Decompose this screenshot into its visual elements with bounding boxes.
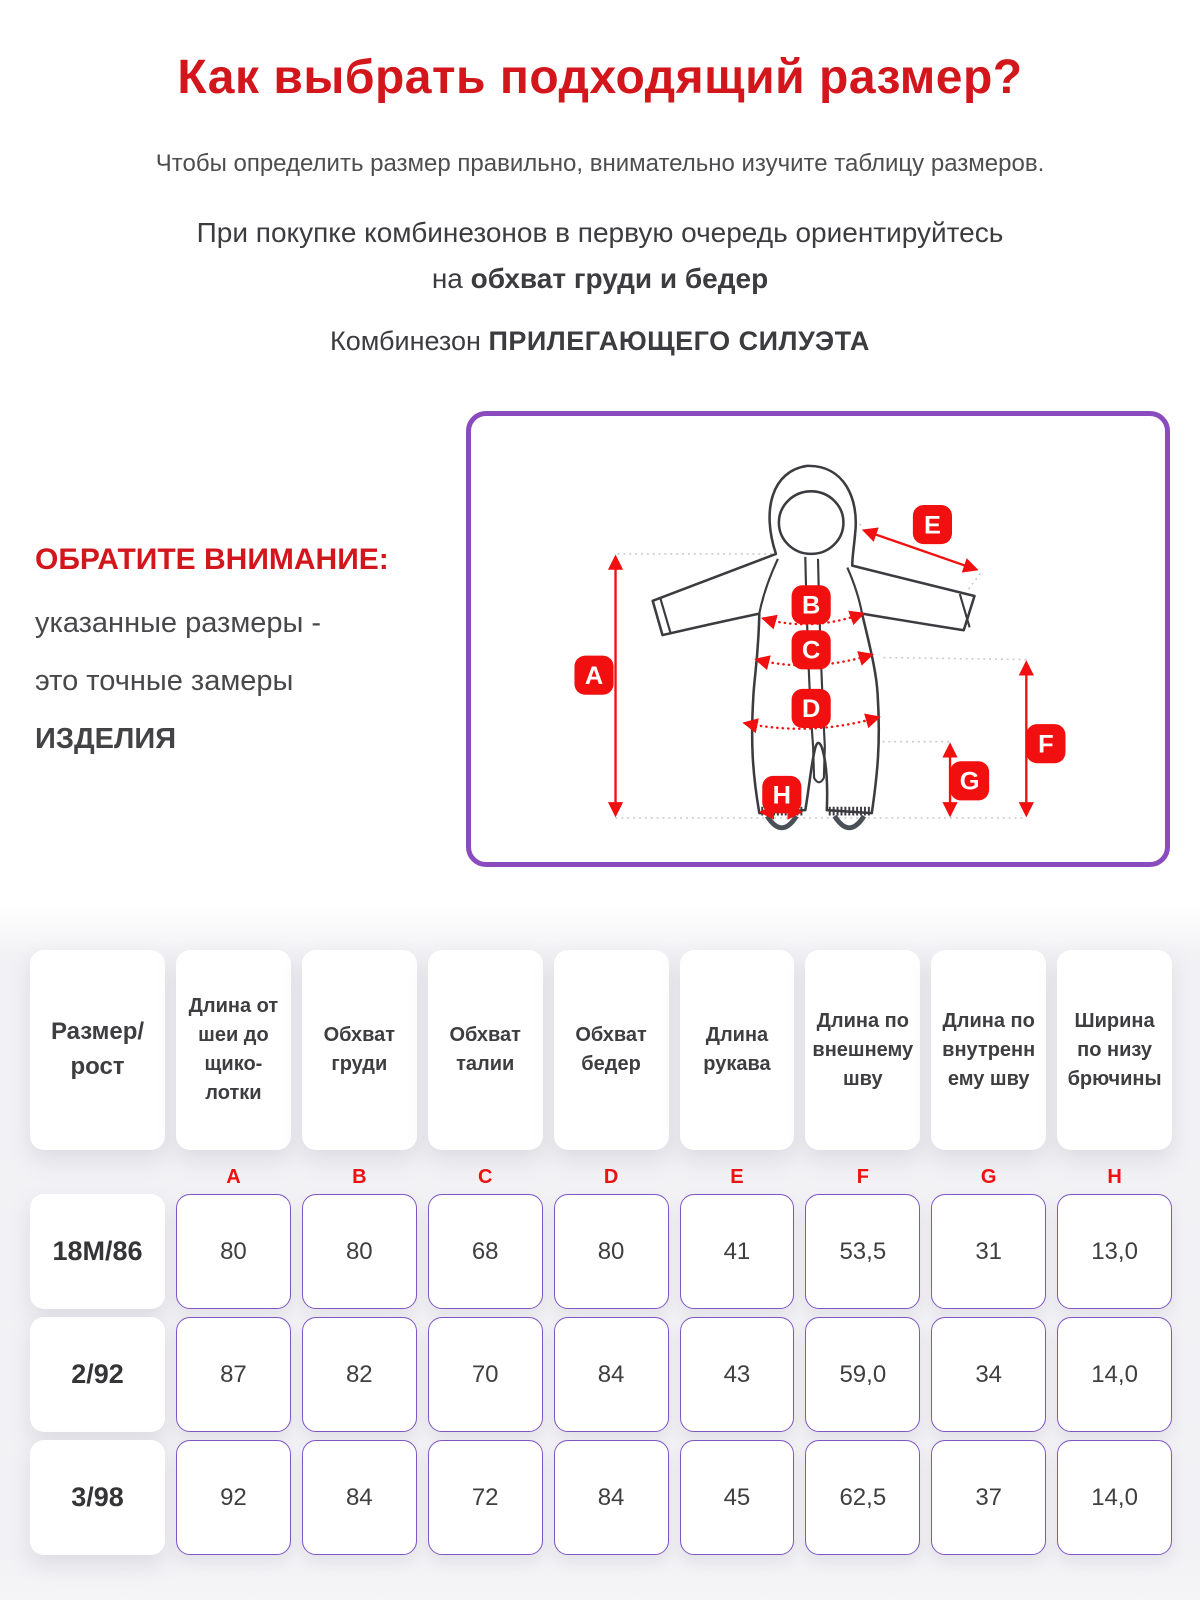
- value-cell: 70: [428, 1317, 543, 1432]
- header-inner-seam: Длина по внутренн ему шву: [931, 950, 1046, 1150]
- size-label-cell: 18M/86: [30, 1194, 165, 1309]
- size-label-cell: 2/92: [30, 1317, 165, 1432]
- column-letter-a: A: [226, 1165, 241, 1188]
- badge-G-letter: G: [959, 767, 980, 796]
- value-cell: 14,0: [1057, 1317, 1172, 1432]
- value-cell: 31: [931, 1194, 1046, 1309]
- header-hips: Обхват бедер: [554, 950, 669, 1150]
- badge-B-letter: B: [801, 591, 821, 620]
- badge-D-letter: D: [801, 695, 821, 724]
- value-cell: 87: [176, 1317, 291, 1432]
- value-cell: 80: [302, 1194, 417, 1309]
- size-table-header-row: [0, 950, 1200, 1150]
- note-heading: ОБРАТИТЕ ВНИМАНИЕ:: [35, 543, 389, 576]
- column-letter-g: G: [980, 1165, 997, 1188]
- size-label-cell: 3/98: [30, 1440, 165, 1555]
- header-neck-to-ankle: Длина от шеи до щико-лотки: [176, 950, 291, 1150]
- value-cell: 62,5: [805, 1440, 920, 1555]
- value-cell: 34: [931, 1317, 1046, 1432]
- value-cell: 84: [554, 1317, 669, 1432]
- intro-paragraph: [0, 210, 1200, 302]
- header-sleeve: Длина рукава: [680, 950, 795, 1150]
- value-cell: 45: [680, 1440, 795, 1555]
- header-outer-seam: Длина по внешнему шву: [805, 950, 920, 1150]
- fit-bold: ПРИЛЕГАЮЩЕГО СИЛУЭТА: [488, 326, 870, 356]
- note-line-1: указанные размеры -: [35, 607, 322, 639]
- hood-face-opening: [779, 491, 844, 554]
- value-cell: 72: [428, 1440, 543, 1555]
- value-cell: 14,0: [1057, 1440, 1172, 1555]
- header-size-height: Размер/рост: [30, 950, 165, 1150]
- intro-line2-bold: обхват груди и бедер: [470, 263, 769, 294]
- value-cell: 82: [302, 1317, 417, 1432]
- column-letter-d: D: [603, 1165, 619, 1188]
- subtitle-text: Чтобы определить размер правильно, внимательно изучите таблицу размеров.: [155, 150, 1045, 177]
- column-letter-b: B: [352, 1165, 367, 1188]
- value-cell: 80: [176, 1194, 291, 1309]
- badge-C-letter: C: [801, 636, 821, 665]
- badge-F-letter: F: [1038, 730, 1054, 759]
- note-line-2: это точные замеры: [35, 665, 294, 697]
- page-title: Как выбрать подходящий размер?: [177, 51, 1023, 104]
- value-cell: 13,0: [1057, 1194, 1172, 1309]
- column-letter-f: F: [856, 1165, 869, 1188]
- measurement-diagram: [466, 411, 1170, 867]
- jumpsuit-measurement-svg: [471, 416, 1165, 862]
- column-letter-h: H: [1107, 1165, 1122, 1188]
- note-line-3: ИЗДЕЛИЯ: [35, 723, 177, 755]
- intro-line1: При покупке комбинезонов в первую очередь ориентируйтесь: [196, 217, 1004, 248]
- column-letter-e: E: [730, 1165, 744, 1188]
- intro-line2-prefix: на: [431, 263, 471, 294]
- value-cell: 92: [176, 1440, 291, 1555]
- fit-line: [0, 326, 1200, 357]
- value-cell: 37: [931, 1440, 1046, 1555]
- table-row: [0, 1194, 1200, 1309]
- header-waist: Обхват талии: [428, 950, 543, 1150]
- fit-prefix: Комбинезон: [330, 326, 489, 356]
- column-letter-c: C: [477, 1165, 493, 1188]
- badge-E-letter: E: [923, 511, 941, 540]
- header-leg-bottom-width: Ширина по низу брючины: [1057, 950, 1172, 1150]
- badge-H-letter: H: [772, 781, 791, 810]
- value-cell: 59,0: [805, 1317, 920, 1432]
- size-table-section: [0, 905, 1200, 1600]
- value-cell: 41: [680, 1194, 795, 1309]
- value-cell: 84: [554, 1440, 669, 1555]
- badge-A-letter: A: [584, 661, 604, 690]
- value-cell: 43: [680, 1317, 795, 1432]
- table-row: [0, 1440, 1200, 1555]
- note-block: [35, 543, 455, 781]
- header-chest: Обхват груди: [302, 950, 417, 1150]
- value-cell: 80: [554, 1194, 669, 1309]
- value-cell: 84: [302, 1440, 417, 1555]
- value-cell: 68: [428, 1194, 543, 1309]
- column-letters-row: [0, 1162, 1200, 1192]
- table-row: [0, 1317, 1200, 1432]
- value-cell: 53,5: [805, 1194, 920, 1309]
